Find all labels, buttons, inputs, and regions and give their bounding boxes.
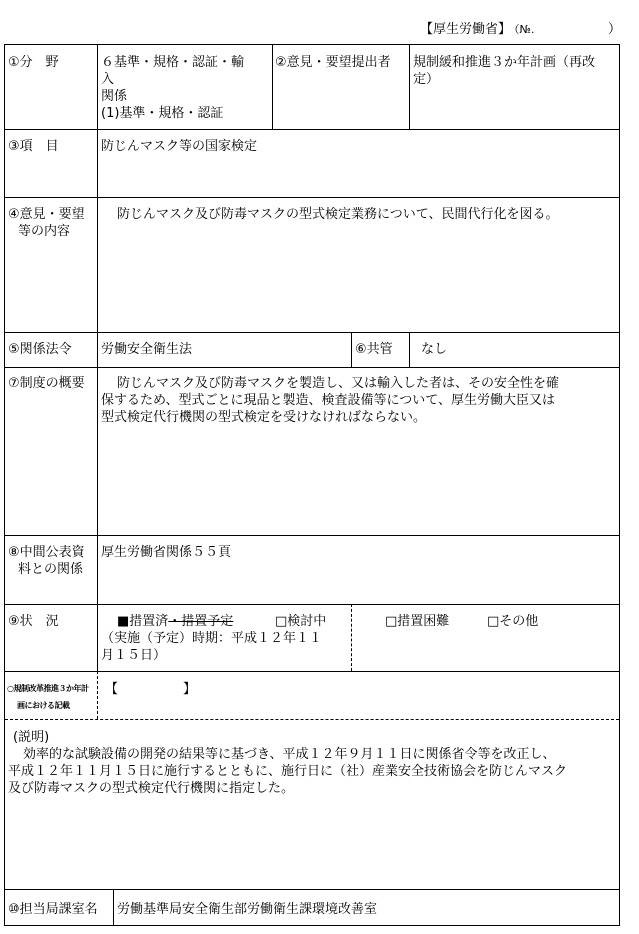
field-value-line2: 入 xyxy=(101,72,115,87)
item-value: 防じんマスク等の国家検定 xyxy=(101,139,258,154)
explanation-line1: 効率的な試験設備の開発の結果等に基づき、平成１２年９月１１日に関係省令等を改正し、 xyxy=(23,747,556,762)
interim-value: 厚生労働省関係５５頁 xyxy=(101,545,232,560)
item-label: ③項 目 xyxy=(8,139,59,154)
department-value: 労働基準局安全衛生部労働衛生課環境改善室 xyxy=(117,902,378,917)
overview-line2: 保するため、型式ごとに現品と製造、検査設備等について、厚生労働大臣又は xyxy=(101,393,555,408)
field-value-line1: ６基準・規格・認証・輸 xyxy=(101,55,245,70)
document-header xyxy=(420,18,622,37)
status-review-option: □検討中 xyxy=(275,614,327,629)
submitter-value-line2: 定） xyxy=(413,72,440,87)
explanation-line3: 及び防毒マスクの型式検定代行機関に指定した。 xyxy=(8,781,295,796)
number-label: （№. xyxy=(514,23,535,36)
status-planned-option: ・措置予定 xyxy=(168,614,234,629)
request-value: 防じんマスク及び防毒マスクの型式検定業務について、民間代行化を図る。 xyxy=(117,207,559,222)
status-label: ⑨状 況 xyxy=(8,614,59,629)
status-done-option: ■措置済 xyxy=(117,614,169,629)
interim-label-line2: 料との関係 xyxy=(18,562,84,577)
overview-line3: 型式検定代行機関の型式検定を受けなければならない。 xyxy=(101,410,427,425)
request-label-line2: 等の内容 xyxy=(18,224,71,239)
plan-bracket: 【 】 xyxy=(105,682,197,697)
law-label: ⑤関係法令 xyxy=(8,342,72,357)
field-value-line4: (1)基準・規格・認証 xyxy=(101,106,224,121)
status-other-option: □その他 xyxy=(487,614,539,629)
request-label-line1: ④意見・要望 xyxy=(8,207,85,222)
number-close: ） xyxy=(608,22,622,37)
status-date-line2: 月１５日） xyxy=(101,648,167,663)
status-difficult-option: □措置困難 xyxy=(385,614,450,629)
ministry-label: 【厚生労働省】 xyxy=(420,22,512,37)
overview-label: ⑦制度の概要 xyxy=(8,376,85,391)
submitter-value-line1: 規制緩和推進３か年計画（再改 xyxy=(413,55,596,70)
status-date-line1: （実施（予定）時期：平成１２年１１ xyxy=(101,631,323,646)
request-form xyxy=(4,44,620,926)
department-label: ⑩担当局課室名 xyxy=(8,902,98,917)
interim-label-line1: ⑧中間公表資 xyxy=(8,545,85,560)
jurisdiction-value: なし xyxy=(421,342,448,357)
status-options xyxy=(117,613,233,630)
field-value-line3: 関係 xyxy=(101,89,128,104)
submitter-label: ②意見・要望提出者 xyxy=(275,55,391,70)
jurisdiction-label: ⑥共管 xyxy=(355,342,393,357)
plan-label-line1: ○規制改革推進３か年計 xyxy=(7,684,89,693)
overview-line1: 防じんマスク及び防毒マスクを製造し、又は輸入した者は、その安全性を確 xyxy=(117,376,560,391)
law-value: 労働安全衛生法 xyxy=(101,342,193,357)
explanation-line2: 平成１２年１１月１５日に施行するとともに、施行日に（社）産業安全技術協会を防じんマスク xyxy=(8,764,568,779)
explanation-heading: (説明) xyxy=(13,730,50,745)
field-label: ①分 野 xyxy=(8,55,59,70)
plan-label-line2: 画における記載 xyxy=(17,701,70,710)
